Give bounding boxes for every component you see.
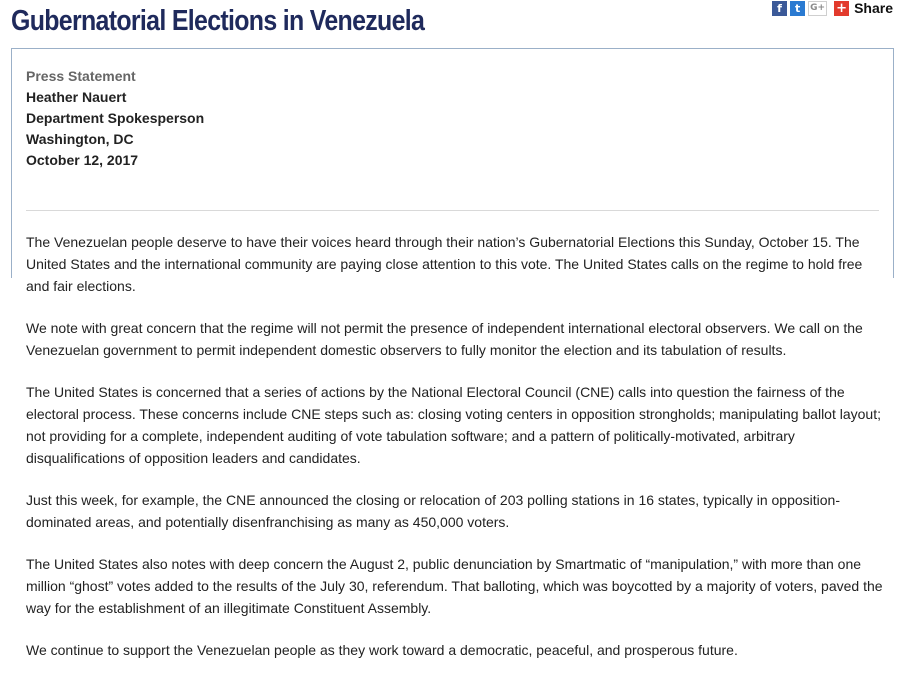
page-title: Gubernatorial Elections in Venezuela [11,5,425,37]
statement-date: October 12, 2017 [26,152,139,168]
body-paragraph: The United States is concerned that a series of actions by the National Electoral Council (CNE) calls into question the fairness of the electoral process. These concerns include CNE steps such as: closing voting centers in opposition strongholds; manipulating ballot layout; not providing for a complete, independent auditing of vote tabulation software; and a pattern of politically-motivated, arbitrary disqualifications of opposition leaders and candidates. [26,384,881,466]
twitter-icon[interactable]: t [790,1,805,16]
divider [26,210,879,211]
statement-location: Washington, DC [26,131,134,147]
body-paragraph: The United States also notes with deep concern the August 2, public denunciation by Smartmatic of “manipulation,” with more than one million “ghost” votes added to the results of the July 30, referendum. That balloting, which was boycotted by a majority of voters, paved the way for the establishment of an illegitimate Constituent Assembly. [26,556,883,616]
body-paragraph: The Venezuelan people deserve to have their voices heard through their nation’s Gubernatorial Elections this Sunday, October 15. The United States and the international community are paying close attention to this vote. The United States calls on the regime to hold free and fair elections. [26,234,863,294]
body-paragraph: Just this week, for example, the CNE announced the closing or relocation of 203 polling stations in 16 states, typically in opposition-dominated areas, and potentially disenfranchising as many as 450,000 voters. [26,492,841,530]
statement-role: Department Spokesperson [26,110,205,126]
google-plus-icon[interactable]: G+ [808,1,827,16]
share-bar [772,0,893,16]
plus-icon[interactable]: + [834,1,849,16]
body-paragraph: We note with great concern that the regime will not permit the presence of independent international electoral observers. We call on the Venezuelan government to permit independent domestic observers to fully monitor the election and its tabulation of results. [26,320,863,358]
statement-kind: Press Statement [26,68,136,84]
statement-body [26,231,886,681]
share-button[interactable]: Share [854,0,893,16]
statement-speaker: Heather Nauert [26,89,127,105]
facebook-icon[interactable]: f [772,1,787,16]
body-paragraph: We continue to support the Venezuelan people as they work toward a democratic, peaceful, and prosperous future. [26,642,738,658]
statement-meta [26,66,204,171]
